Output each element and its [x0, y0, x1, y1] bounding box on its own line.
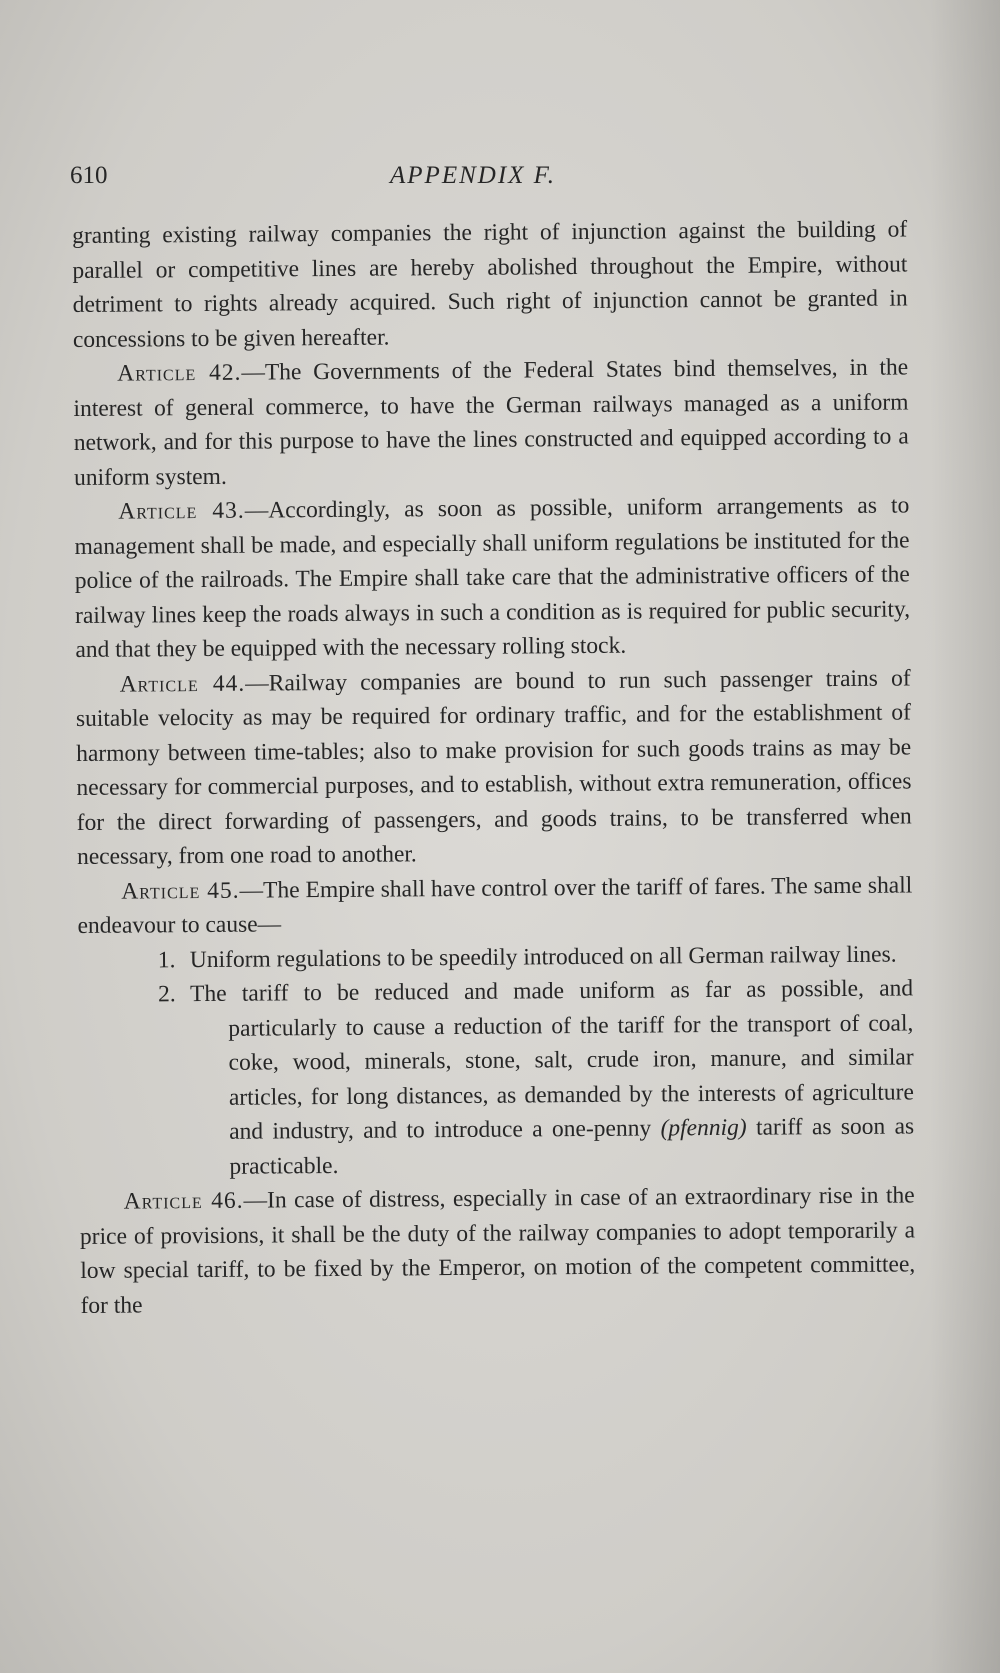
- article-44-label: Article 44.: [119, 670, 246, 698]
- article-46-label: Article 46.: [123, 1187, 244, 1215]
- article-46-text: —In case of distress, especially in case of an extraordinary rise in the price of provisions, it shall be the duty of the railway companies to adopt temporarily a low special tariff, to be fixed by the Emperor, on motion of the competent committee, for the: [79, 1182, 916, 1319]
- article-43-label: Article 43.: [118, 497, 245, 525]
- body-text: [72, 212, 916, 1323]
- list-item: [78, 971, 915, 1185]
- article-42: [73, 350, 909, 495]
- paragraph-continuation: granting existing railway companies the right of injunction against the building of parallel or competitive lines are hereby abolished throughout the Empire, without detriment to rights already acquired. Such right of injunction cannot be granted in concessions to be given hereafter.: [72, 216, 908, 353]
- article-45-text: —The Empire shall have control over the tariff of fares. The same shall endeavour to cause—: [77, 871, 913, 939]
- article-43: [74, 488, 910, 667]
- page-number: 610: [70, 162, 108, 189]
- list-item-number: 2.: [157, 981, 176, 1008]
- article-44: [76, 661, 913, 875]
- running-head: APPENDIX F.: [390, 162, 556, 189]
- list-item-text: The tariff to be reduced and made uniform as far as possible, and particularly to cause a reduction of the tariff for the transport of coal, coke, wood, minerals, stone, salt, crude iron, manure, and similar articles, for long distances, as demanded by the interests of agriculture and industry, and to introduce a one-penny: [189, 975, 914, 1145]
- article-42-text: —The Governments of the Federal States bind themselves, in the interest of general commerce, to have the German railways managed as a uniform network, and for this purpose to have the lines constructed and equipped according to a uniform system.: [73, 354, 909, 491]
- article-43-text: —Accordingly, as soon as possible, uniform arrangements as to management shall be made, and especially shall uniform regulations be instituted for the police of the railroads. The Empire shall take care that the administrative officers of the railway lines keep the roads always in such a condition as is required for public security, and that they be equipped with the necessary rolling stock.: [74, 492, 911, 663]
- article-45: [77, 868, 913, 944]
- article-46: [80, 1178, 916, 1323]
- article-45-label: Article 45.: [121, 877, 240, 905]
- page-header: [70, 162, 930, 202]
- list-item-text: Uniform regulations to be speedily introduced on all German railway lines.: [189, 941, 897, 973]
- list-item-number: 1.: [157, 946, 176, 973]
- pfennig-term: (pfennig): [660, 1114, 747, 1142]
- list-item-text-end: tariff as soon as practicable.: [229, 1113, 915, 1180]
- article-42-label: Article 42.: [117, 359, 242, 387]
- article-44-text: —Railway companies are bound to run such passenger trains of suitable velocity as may be required for ordinary traffic, and for the establishment of harmony between time-tables; also to make provision for such goods trains as may be necessary for commercial purposes, and to establish, without extra remuneration, offices for the direct forwarding of passengers, and goods trains, to be transferred when necessary, from one road to another.: [75, 664, 912, 870]
- page-edge-shadow: [930, 0, 1000, 1673]
- article-45-list: [78, 937, 915, 1185]
